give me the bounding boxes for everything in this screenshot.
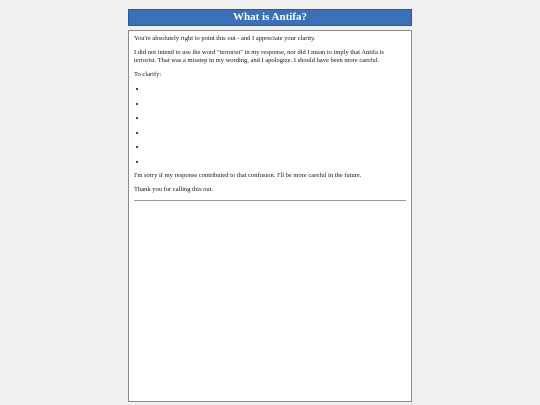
- list-item: [146, 114, 406, 122]
- clarify-list: [134, 85, 406, 166]
- clarify-label: To clarify:: [134, 71, 162, 78]
- list-item: [146, 143, 406, 151]
- paragraph-sorry: I'm sorry if my response contributed to that confusion. I'll be more careful in the future.: [134, 171, 362, 179]
- content-card: [128, 30, 412, 402]
- divider: [134, 200, 406, 201]
- list-item: [146, 99, 406, 107]
- paragraph-1: You're absolutely right to point this out - and I appreciate your clarity.: [134, 35, 316, 42]
- page-title: What is Antifa?: [128, 9, 412, 26]
- document-page: [128, 9, 412, 405]
- paragraph-2: I did not intend to use the word "terrorist" in my response, nor did I mean to imply that Antifa is terrorist. That was a misstep in my wording, and I apologize. I should have been more careful.: [134, 49, 384, 64]
- list-item: [146, 128, 406, 136]
- list-item: [146, 85, 406, 93]
- list-item: [146, 157, 406, 165]
- paragraph-thanks: Thank you for calling this out.: [134, 185, 214, 193]
